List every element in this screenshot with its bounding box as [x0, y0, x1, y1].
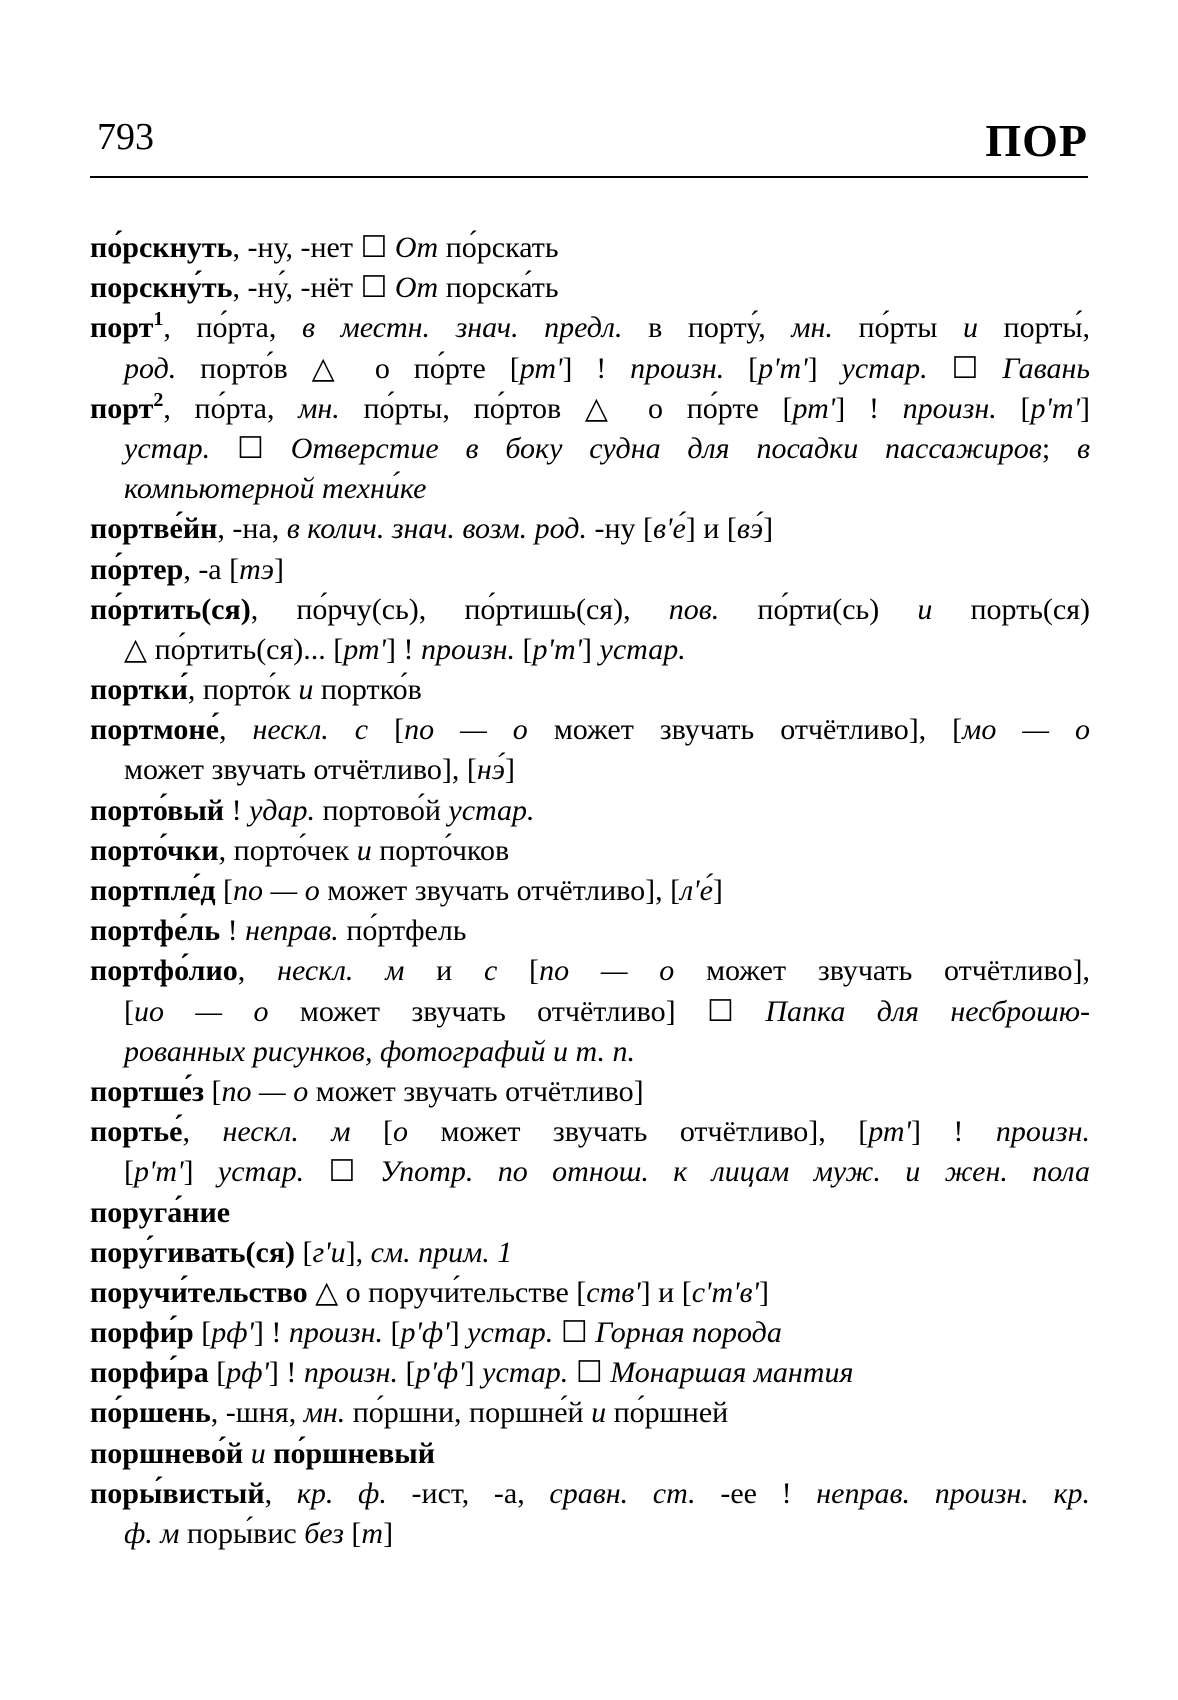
italic-note: с: [483, 954, 498, 988]
italic-note: в местн. знач. предл.: [301, 311, 623, 345]
entry-text: ]: [1080, 391, 1090, 425]
headword: поршнево́й: [90, 1436, 244, 1470]
entry-text: ,: [264, 1476, 297, 1510]
italic-note: рф': [226, 1356, 269, 1390]
italic-note: ф. м: [124, 1517, 180, 1550]
justified-line-body: [90, 389, 1090, 429]
italic-note: по — о: [233, 874, 320, 907]
italic-note: мн.: [298, 391, 340, 425]
italic-note: л'е́: [680, 874, 713, 907]
entry-text: , по́рчу(сь), по́ртишь(ся),: [250, 592, 669, 626]
entry-text: [: [497, 954, 540, 988]
italic-note: нэ́: [476, 753, 505, 787]
headword: портмоне́: [90, 713, 219, 747]
entry-text: !: [224, 793, 250, 827]
italic-note: мо — о: [962, 713, 1090, 747]
entry-text: ] !: [910, 1115, 996, 1149]
entry-text: по́ршней: [606, 1396, 729, 1430]
entry-text: △ о поручи́тельстве [: [307, 1275, 587, 1309]
entry-text: [: [724, 351, 759, 385]
entry-text: , по́рта,: [163, 391, 299, 425]
entry-text: ] и [: [685, 512, 737, 546]
italic-note: и: [591, 1396, 607, 1430]
entry-text: [: [343, 1517, 362, 1550]
entry-text: ☐: [568, 1356, 611, 1390]
headword: порт: [90, 311, 154, 345]
entry-text: ]: [183, 1155, 218, 1189]
entry-line: [90, 871, 1090, 911]
entry-text: [: [204, 1074, 222, 1108]
headword: по́ршневый: [273, 1436, 435, 1470]
italic-note: рованных рисунков, фотографий и т. п.: [124, 1034, 636, 1068]
homonym-index: 2: [153, 388, 164, 411]
entry-text: -ист, -а,: [386, 1476, 550, 1510]
entry-line: [90, 1474, 1090, 1514]
headword: порфи́р: [90, 1316, 194, 1350]
entry-continuation-line: [90, 349, 1090, 389]
headword: порфи́ра: [90, 1356, 209, 1390]
entry-text: может звучать отчётливо], [: [319, 874, 681, 907]
entry-text: ]: [504, 753, 515, 787]
entry-line: [90, 791, 1090, 831]
italic-note: см. прим. 1: [370, 1235, 513, 1269]
italic-note: кр. ф.: [296, 1476, 387, 1510]
entry-text: ☐: [360, 271, 388, 305]
italic-note: по — о: [221, 1074, 309, 1108]
entry-text: порто́чков: [371, 833, 510, 867]
entry-text: [: [398, 1356, 416, 1390]
italic-note: в колич. знач. возм. род.: [286, 512, 587, 546]
entry-line: [90, 268, 1090, 308]
italic-note: и: [356, 833, 372, 867]
italic-note: устар.: [467, 1316, 554, 1350]
justified-line-body: [124, 1152, 1090, 1192]
headword: по́рскнуть: [90, 231, 233, 264]
entry-text: ☐: [210, 431, 291, 465]
entry-line: [90, 710, 1090, 750]
italic-note: устар.: [841, 351, 928, 385]
entry-text: -ее !: [695, 1476, 817, 1510]
italic-note: устар.: [124, 431, 211, 465]
headword: порскну́ть: [90, 271, 233, 305]
page-number: 793: [97, 116, 154, 158]
entry-text: [: [208, 1356, 227, 1390]
italic-note: произн.: [288, 1316, 383, 1350]
entry-text: [: [383, 1316, 401, 1350]
italic-note: устар.: [217, 1155, 305, 1189]
justified-line-body: [124, 429, 1090, 469]
header-rule: [90, 176, 1088, 178]
entry-text: порска́ть: [438, 271, 559, 305]
entry-text: , -ну́, -нёт: [232, 271, 361, 305]
entry-text: ]: [807, 351, 842, 385]
entry-line: [90, 550, 1090, 590]
italic-note: Папка для несброшю-: [765, 994, 1090, 1028]
entry-line: [90, 670, 1090, 710]
entry-text: ]: [758, 1275, 769, 1309]
italic-note: и: [250, 1436, 266, 1470]
italic-note: по — о: [404, 713, 528, 747]
entry-text: ] !: [385, 632, 421, 666]
entry-text: , -а [: [183, 552, 240, 586]
entry-text: по́ршни, поршне́й: [345, 1396, 592, 1430]
italic-note: произн.: [902, 391, 997, 425]
entry-text: по́рти(сь): [719, 592, 918, 626]
entry-text: ,: [237, 954, 278, 988]
entry-text: ]: [383, 1517, 394, 1550]
justified-line-body: [124, 349, 1090, 389]
entry-text: ☐: [304, 1155, 380, 1189]
italic-note: Горная порода: [595, 1316, 782, 1350]
entry-text: может звучать отчётливо] ☐: [268, 994, 766, 1028]
headword: поручи́тельство: [90, 1275, 308, 1309]
entry-text: ☐: [553, 1316, 596, 1350]
entry-text: ]: [449, 1316, 468, 1350]
entry-text: ]: [763, 512, 774, 546]
entry-text: ]: [464, 1356, 483, 1390]
entry-text: может звучать отчётливо]: [308, 1074, 644, 1108]
headword: портье́: [90, 1115, 183, 1149]
entry-line: [90, 911, 1090, 951]
italic-note: в'е́: [653, 512, 686, 546]
italic-note: р'т': [134, 1155, 184, 1189]
entry-text: [: [124, 1155, 134, 1189]
italic-note: р'ф': [400, 1316, 450, 1350]
headword: портше́з: [90, 1074, 205, 1108]
italic-note: т: [361, 1517, 384, 1550]
entry-text: ] !: [835, 391, 903, 425]
entry-text: [: [295, 1235, 313, 1269]
italic-note: рт': [792, 391, 836, 425]
justified-line-body: [124, 992, 1090, 1032]
entry-text: , порто́чек: [218, 833, 357, 867]
entry-text: [: [193, 1316, 212, 1350]
entry-text: может звучать отчётливо],: [674, 954, 1090, 988]
italic-note: От: [387, 231, 439, 264]
entry-text: по́рскать: [438, 231, 559, 264]
headword: портве́йн: [90, 512, 218, 546]
entry-text: , -шня,: [210, 1396, 304, 1430]
italic-note: и: [917, 592, 933, 626]
entry-continuation-line: [90, 1514, 1090, 1554]
italic-note: устар.: [482, 1356, 569, 1390]
italic-note: р'т': [758, 351, 808, 385]
italic-note: Употр. по отнош. к лицам муж. и жен. пола: [379, 1155, 1090, 1189]
entry-line: [90, 1273, 1090, 1313]
italic-note: тэ: [239, 552, 275, 586]
entry-line: [90, 1072, 1090, 1112]
entry-text: !: [220, 914, 246, 948]
italic-note: компьютерной техни́ке: [124, 472, 427, 506]
entry-text: поры́вис: [179, 1517, 305, 1550]
italic-note: рт': [519, 351, 563, 385]
headword: пору́гивать(ся): [90, 1235, 296, 1269]
italic-note: вэ́: [736, 512, 764, 546]
italic-note: Монаршая мантия: [610, 1356, 854, 1390]
headword: портфе́ль: [90, 914, 221, 948]
italic-note: р'т': [532, 632, 583, 666]
entry-text: [: [368, 713, 405, 747]
entry-text: по́рты: [832, 311, 963, 345]
italic-note: ств': [586, 1275, 641, 1309]
italic-note: рт': [868, 1115, 911, 1149]
entry-text: порты́,: [977, 311, 1090, 345]
entry-line: [90, 831, 1090, 871]
entry-continuation-line: [90, 1152, 1090, 1192]
entry-text: [243, 1437, 251, 1470]
headword: по́ртер: [90, 552, 184, 586]
entry-line: [90, 509, 1090, 549]
italic-note: и: [962, 311, 978, 345]
entry-text: в порту́,: [622, 311, 792, 345]
entry-text: [: [515, 632, 533, 666]
entry-text: [: [996, 391, 1031, 425]
entry-continuation-line: [90, 1032, 1090, 1072]
italic-note: мн.: [791, 311, 833, 345]
italic-note: г'и: [312, 1235, 346, 1269]
italic-note: нескл. с: [252, 713, 369, 747]
headword: порто́вый: [90, 793, 225, 827]
entry-text: -ну [: [586, 512, 654, 546]
justified-line-body: [90, 951, 1090, 991]
italic-note: с'т'в': [691, 1275, 759, 1309]
entry-line: [90, 228, 1090, 268]
italic-note: мн.: [303, 1396, 346, 1430]
headword: портпле́д: [90, 874, 216, 907]
italic-note: р'ф': [415, 1356, 465, 1390]
italic-note: без: [304, 1517, 344, 1550]
headword: поры́вистый: [90, 1476, 265, 1510]
justified-line-body: [90, 1112, 1090, 1152]
entry-text: ]: [274, 552, 285, 586]
entry-line: [90, 1112, 1090, 1152]
italic-note: Отверстие в боку судна для посадки пассажиров: [290, 431, 1042, 465]
running-head: ПОР: [985, 115, 1088, 166]
entry-text: ;: [1041, 431, 1077, 465]
italic-note: рт': [343, 632, 386, 666]
italic-note: От: [387, 271, 439, 305]
entry-text: по́рты, по́ртов △ о по́рте [: [339, 391, 793, 425]
entry-text: [: [350, 1115, 393, 1149]
italic-note: ио — о: [134, 994, 269, 1028]
italic-note: пов.: [668, 592, 720, 626]
entry-continuation-line: [90, 630, 1090, 670]
italic-note: сравн. ст.: [549, 1476, 696, 1510]
entry-text: ] !: [253, 1316, 289, 1350]
headword: по́ртить(ся): [90, 592, 251, 626]
entry-text: △ по́ртить(ся)... [: [124, 632, 344, 666]
entry-text: ]: [712, 874, 723, 907]
homonym-index: 1: [153, 308, 164, 331]
entry-text: ☐: [360, 231, 388, 264]
italic-note: неправ.: [245, 914, 339, 948]
entry-text: ] !: [268, 1356, 304, 1390]
italic-note: произн.: [630, 351, 725, 385]
entry-continuation-line: [90, 429, 1090, 469]
headword: порт: [90, 391, 154, 425]
italic-note: р'т': [1030, 391, 1080, 425]
dictionary-entries: [90, 228, 1090, 1554]
entry-text: порто́в △ о по́рте [: [176, 351, 520, 385]
italic-note: удар.: [249, 793, 315, 827]
entry-line: [90, 590, 1090, 630]
italic-note: нескл. м: [222, 1115, 351, 1149]
entry-text: ☐: [927, 351, 1003, 385]
entry-line: [90, 389, 1090, 429]
headword: портфо́лио: [90, 954, 238, 988]
justified-line-body: [90, 1474, 1090, 1514]
headword: портки́: [90, 673, 188, 707]
headword: поруга́ние: [90, 1195, 231, 1229]
entry-text: ,: [182, 1115, 223, 1149]
justified-line-body: [90, 710, 1090, 750]
entry-text: ],: [345, 1235, 371, 1269]
headword: порто́чки: [90, 833, 219, 867]
entry-text: и: [404, 954, 484, 988]
entry-line: [90, 951, 1090, 991]
entry-continuation-line: [90, 469, 1090, 509]
entry-text: ,: [218, 713, 253, 747]
entry-line: [90, 1313, 1090, 1353]
entry-text: ]: [582, 632, 600, 666]
italic-note: Гавань: [1002, 351, 1090, 385]
entry-text: ] и [: [640, 1275, 692, 1309]
entry-line: [90, 1434, 1090, 1474]
entry-line: [90, 1233, 1090, 1273]
justified-line-body: [90, 590, 1090, 630]
italic-note: произн.: [995, 1115, 1091, 1149]
entry-text: портово́й: [314, 793, 449, 827]
entry-text: по́ртфель: [338, 914, 467, 948]
entry-line: [90, 308, 1090, 348]
entry-text: , порто́к: [187, 673, 299, 707]
entry-text: может звучать отчётливо], [: [124, 753, 477, 787]
italic-note: по — о: [539, 954, 675, 988]
italic-note: о: [392, 1115, 408, 1149]
italic-note: нескл. м: [277, 954, 405, 988]
entry-text: ] !: [562, 351, 631, 385]
entry-line: [90, 1353, 1090, 1393]
entry-continuation-line: [90, 992, 1090, 1032]
italic-note: устар.: [599, 632, 686, 666]
entry-text: [: [215, 874, 234, 907]
entry-text: может звучать отчётливо], [: [407, 1115, 869, 1149]
entry-text: порть(ся): [932, 592, 1091, 626]
entry-text: , -на,: [217, 512, 287, 546]
italic-note: произн.: [303, 1356, 398, 1390]
entry-line: [90, 1393, 1090, 1433]
italic-note: неправ. произн. кр.: [816, 1476, 1090, 1510]
italic-note: произн.: [420, 632, 516, 666]
italic-note: род.: [124, 351, 177, 385]
italic-note: устар.: [448, 793, 535, 827]
italic-note: в: [1076, 431, 1090, 465]
entry-text: , по́рта,: [163, 311, 302, 345]
entry-text: [: [124, 994, 134, 1028]
entry-text: портко́в: [313, 673, 422, 707]
italic-note: рф': [211, 1316, 254, 1350]
entry-continuation-line: [90, 750, 1090, 790]
entry-line: [90, 1193, 1090, 1233]
headword: по́ршень: [90, 1396, 211, 1430]
entry-text: , -ну, -нет: [232, 231, 361, 264]
entry-text: может звучать отчётливо], [: [527, 713, 963, 747]
italic-note: и: [298, 673, 314, 707]
justified-line-body: [90, 308, 1090, 348]
